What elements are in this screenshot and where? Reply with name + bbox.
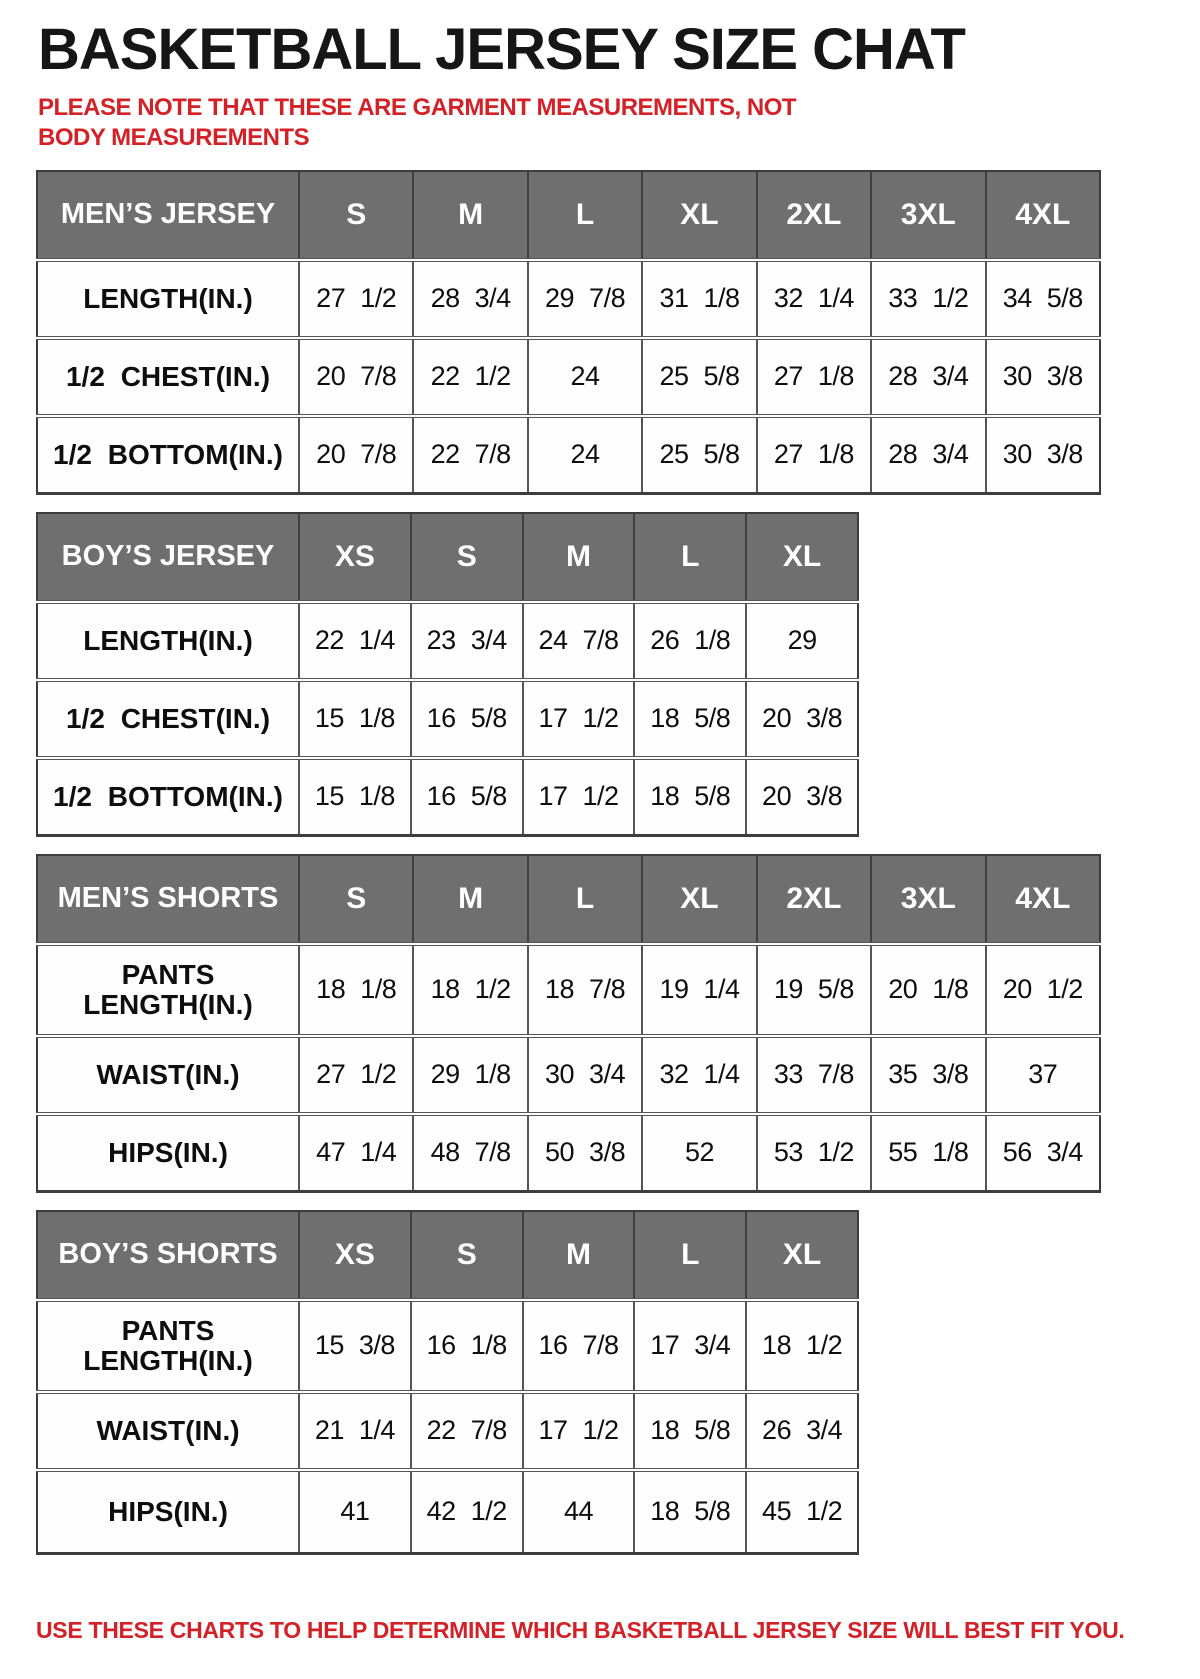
measurement-value: 20 3/8 [746, 758, 858, 836]
measurement-value: 45 1/2 [746, 1470, 858, 1554]
table-title-mens-shorts: MEN’S SHORTS [37, 855, 299, 944]
row-label: PANTS LENGTH(IN.) [37, 1300, 299, 1392]
measurement-value: 23 3/4 [411, 602, 523, 680]
measurement-value: 17 3/4 [634, 1300, 746, 1392]
measurement-value: 22 1/4 [299, 602, 411, 680]
measurement-value: 41 [299, 1470, 411, 1554]
measurement-value: 18 5/8 [634, 758, 746, 836]
footer-note: USE THESE CHARTS TO HELP DETERMINE WHICH BASKETBALL JERSEY SIZE WILL BEST FIT YOU. [36, 1616, 1125, 1643]
measurement-value: 15 3/8 [299, 1300, 411, 1392]
measurement-value: 35 3/8 [871, 1036, 985, 1114]
measurement-value: 27 1/2 [299, 1036, 413, 1114]
measurement-value: 16 7/8 [523, 1300, 635, 1392]
table-row [37, 338, 1100, 416]
size-header-boys-jersey-M: M [523, 513, 635, 602]
measurement-value: 33 7/8 [757, 1036, 871, 1114]
measurement-value: 17 1/2 [523, 758, 635, 836]
size-header-boys-shorts-S: S [411, 1211, 523, 1300]
measurement-value: 18 7/8 [528, 944, 642, 1036]
row-label: 1/2 BOTTOM(IN.) [37, 758, 299, 836]
size-header-boys-shorts-M: M [523, 1211, 635, 1300]
measurement-value: 24 [528, 338, 642, 416]
measurement-value: 20 3/8 [746, 680, 858, 758]
table-row [37, 758, 858, 836]
table-title-boys-shorts: BOY’S SHORTS [37, 1211, 299, 1300]
measurement-value: 19 1/4 [642, 944, 756, 1036]
measurement-value: 18 5/8 [634, 1392, 746, 1470]
measurement-value: 20 1/2 [986, 944, 1100, 1036]
measurement-value: 17 1/2 [523, 1392, 635, 1470]
measurement-value: 37 [986, 1036, 1100, 1114]
measurement-value: 29 7/8 [528, 260, 642, 338]
table-row [37, 1470, 858, 1554]
size-table-boys-shorts [36, 1210, 859, 1555]
row-label: LENGTH(IN.) [37, 260, 299, 338]
size-header-mens-jersey-L: L [528, 171, 642, 260]
measurement-value: 24 [528, 416, 642, 494]
measurement-value: 15 1/8 [299, 758, 411, 836]
table-title-boys-jersey: BOY’S JERSEY [37, 513, 299, 602]
measurement-value: 30 3/8 [986, 338, 1100, 416]
measurement-value: 16 1/8 [411, 1300, 523, 1392]
row-label: PANTS LENGTH(IN.) [37, 944, 299, 1036]
size-header-boys-jersey-XL: XL [746, 513, 858, 602]
measurement-value: 20 1/8 [871, 944, 985, 1036]
table-row [37, 1036, 1100, 1114]
measurement-value: 29 1/8 [413, 1036, 527, 1114]
measurement-value: 31 1/8 [642, 260, 756, 338]
size-header-mens-shorts-S: S [299, 855, 413, 944]
row-label: 1/2 BOTTOM(IN.) [37, 416, 299, 494]
header-row-boys-jersey [37, 513, 858, 602]
measurement-value: 26 1/8 [634, 602, 746, 680]
table-row [37, 416, 1100, 494]
size-header-mens-jersey-2XL: 2XL [757, 171, 871, 260]
measurement-value: 18 5/8 [634, 680, 746, 758]
measurement-value: 34 5/8 [986, 260, 1100, 338]
measurement-value: 50 3/8 [528, 1114, 642, 1192]
size-header-mens-jersey-XL: XL [642, 171, 756, 260]
table-title-mens-jersey: MEN’S JERSEY [37, 171, 299, 260]
measurement-value: 32 1/4 [642, 1036, 756, 1114]
measurement-value: 47 1/4 [299, 1114, 413, 1192]
measurement-value: 22 1/2 [413, 338, 527, 416]
measurement-value: 56 3/4 [986, 1114, 1100, 1192]
size-header-boys-shorts-L: L [634, 1211, 746, 1300]
tables-container [36, 170, 1164, 1555]
measurement-value: 20 7/8 [299, 416, 413, 494]
size-header-mens-jersey-M: M [413, 171, 527, 260]
measurement-value: 18 1/2 [746, 1300, 858, 1392]
measurement-value: 32 1/4 [757, 260, 871, 338]
measurement-value: 30 3/4 [528, 1036, 642, 1114]
table-row [37, 944, 1100, 1036]
measurement-value: 29 [746, 602, 858, 680]
measurement-value: 16 5/8 [411, 758, 523, 836]
measurement-value: 24 7/8 [523, 602, 635, 680]
measurement-value: 28 3/4 [871, 416, 985, 494]
measurement-value: 55 1/8 [871, 1114, 985, 1192]
measurement-value: 16 5/8 [411, 680, 523, 758]
measurement-value: 22 7/8 [413, 416, 527, 494]
size-header-boys-jersey-L: L [634, 513, 746, 602]
measurement-value: 18 5/8 [634, 1470, 746, 1554]
measurement-value: 30 3/8 [986, 416, 1100, 494]
size-header-mens-jersey-4XL: 4XL [986, 171, 1100, 260]
measurement-value: 42 1/2 [411, 1470, 523, 1554]
table-row [37, 1114, 1100, 1192]
measurement-value: 33 1/2 [871, 260, 985, 338]
size-header-mens-jersey-S: S [299, 171, 413, 260]
table-row [37, 1392, 858, 1470]
measurement-value: 19 5/8 [757, 944, 871, 1036]
measurement-value: 53 1/2 [757, 1114, 871, 1192]
measurement-value: 48 7/8 [413, 1114, 527, 1192]
measurement-value: 28 3/4 [413, 260, 527, 338]
size-header-mens-jersey-3XL: 3XL [871, 171, 985, 260]
measurement-value: 28 3/4 [871, 338, 985, 416]
measurement-value: 27 1/2 [299, 260, 413, 338]
header-row-boys-shorts [37, 1211, 858, 1300]
measurement-value: 27 1/8 [757, 338, 871, 416]
measurement-value: 26 3/4 [746, 1392, 858, 1470]
measurement-value: 15 1/8 [299, 680, 411, 758]
size-header-mens-shorts-M: M [413, 855, 527, 944]
measurement-value: 44 [523, 1470, 635, 1554]
size-header-mens-shorts-XL: XL [642, 855, 756, 944]
measurement-value: 52 [642, 1114, 756, 1192]
header-row-mens-jersey [37, 171, 1100, 260]
size-header-boys-jersey-XS: XS [299, 513, 411, 602]
size-table-mens-shorts [36, 854, 1101, 1193]
row-label: 1/2 CHEST(IN.) [37, 680, 299, 758]
measurement-value: 25 5/8 [642, 416, 756, 494]
header-row-mens-shorts [37, 855, 1100, 944]
table-row [37, 602, 858, 680]
measurement-value: 18 1/8 [299, 944, 413, 1036]
measurement-value: 27 1/8 [757, 416, 871, 494]
measurement-value: 20 7/8 [299, 338, 413, 416]
size-header-mens-shorts-2XL: 2XL [757, 855, 871, 944]
size-table-boys-jersey [36, 512, 859, 837]
row-label: LENGTH(IN.) [37, 602, 299, 680]
row-label: HIPS(IN.) [37, 1470, 299, 1554]
measurement-value: 21 1/4 [299, 1392, 411, 1470]
size-header-boys-jersey-S: S [411, 513, 523, 602]
table-row [37, 680, 858, 758]
measurement-value: 22 7/8 [411, 1392, 523, 1470]
row-label: 1/2 CHEST(IN.) [37, 338, 299, 416]
size-table-mens-jersey [36, 170, 1101, 495]
table-row [37, 1300, 858, 1392]
size-header-mens-shorts-L: L [528, 855, 642, 944]
garment-measurement-note: PLEASE NOTE THAT THESE ARE GARMENT MEASUREMENTS, NOT BODY MEASUREMENTS [38, 93, 797, 152]
page-title: BASKETBALL JERSEY SIZE CHAT [38, 17, 965, 82]
measurement-value: 25 5/8 [642, 338, 756, 416]
measurement-value: 17 1/2 [523, 680, 635, 758]
size-header-mens-shorts-4XL: 4XL [986, 855, 1100, 944]
size-header-boys-shorts-XL: XL [746, 1211, 858, 1300]
table-row [37, 260, 1100, 338]
size-header-boys-shorts-XS: XS [299, 1211, 411, 1300]
size-header-mens-shorts-3XL: 3XL [871, 855, 985, 944]
measurement-value: 18 1/2 [413, 944, 527, 1036]
row-label: WAIST(IN.) [37, 1036, 299, 1114]
row-label: WAIST(IN.) [37, 1392, 299, 1470]
row-label: HIPS(IN.) [37, 1114, 299, 1192]
